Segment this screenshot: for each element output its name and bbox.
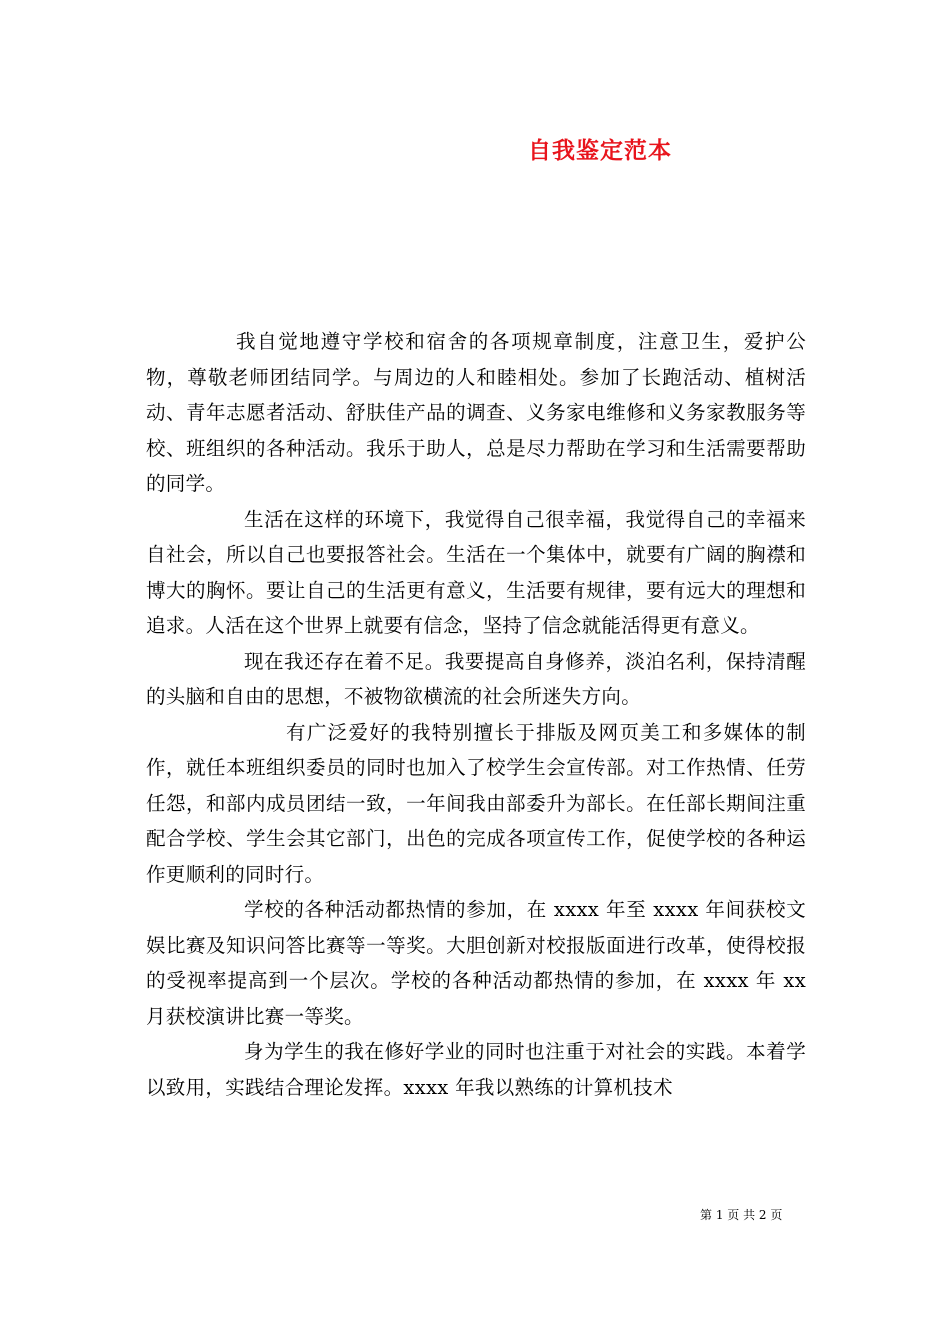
page-number-footer: 第 1 页 共 2 页 bbox=[700, 1208, 783, 1222]
document-title: 自我鉴定范本 bbox=[528, 137, 672, 164]
document-body bbox=[146, 324, 806, 1105]
paragraph-publicity-work: 有广泛爱好的我特别擅长于排版及网页美工和多媒体的制作，就任本班组织委员的同时也加入了校学生会宣传部。对工作热情、任劳任怨，和部内成员团结一致，一年间我由部委升为部长。在任部长期间注重配合学校、学生会其它部门，出色的完成各项宣传工作，促使学校的各种运作更顺利的同时行。 bbox=[146, 720, 806, 886]
paragraph-social-practice: 身为学生的我在修好学业的同时也注重于对社会的实践。本着学以致用，实践结合理论发挥。xxxx 年我以熟练的计算机技术 bbox=[146, 1040, 806, 1099]
paragraph-shortcomings: 现在我还存在着不足。我要提高自身修养，淡泊名利，保持清醒的头脑和自由的思想，不被物欲横流的社会所迷失方向。 bbox=[146, 649, 806, 708]
paragraph-awards: 学校的各种活动都热情的参加，在 xxxx 年至 xxxx 年间获校文娱比赛及知识问答比赛等一等奖。大胆创新对校报版面进行改革，使得校报的受视率提高到一个层次。学校的各种活动都热情的参加，在 xxxx 年 xx 月获校演讲比赛一等奖。 bbox=[146, 898, 806, 1028]
paragraph-society: 生活在这样的环境下，我觉得自己很幸福，我觉得自己的幸福来自社会，所以自己也要报答社会。生活在一个集体中，就要有广阔的胸襟和博大的胸怀。要让自己的生活更有意义，生活要有规律，要有远大的理想和追求。人活在这个世界上就要有信念，坚持了信念就能活得更有意义。 bbox=[146, 507, 806, 637]
paragraph-discipline: 我自觉地遵守学校和宿舍的各项规章制度，注意卫生，爱护公物，尊敬老师团结同学。与周边的人和睦相处。参加了长跑活动、植树活动、青年志愿者活动、舒肤佳产品的调查、义务家电维修和义务家教服务等校、班组织的各种活动。我乐于助人，总是尽力帮助在学习和生活需要帮助的同学。 bbox=[146, 330, 806, 495]
